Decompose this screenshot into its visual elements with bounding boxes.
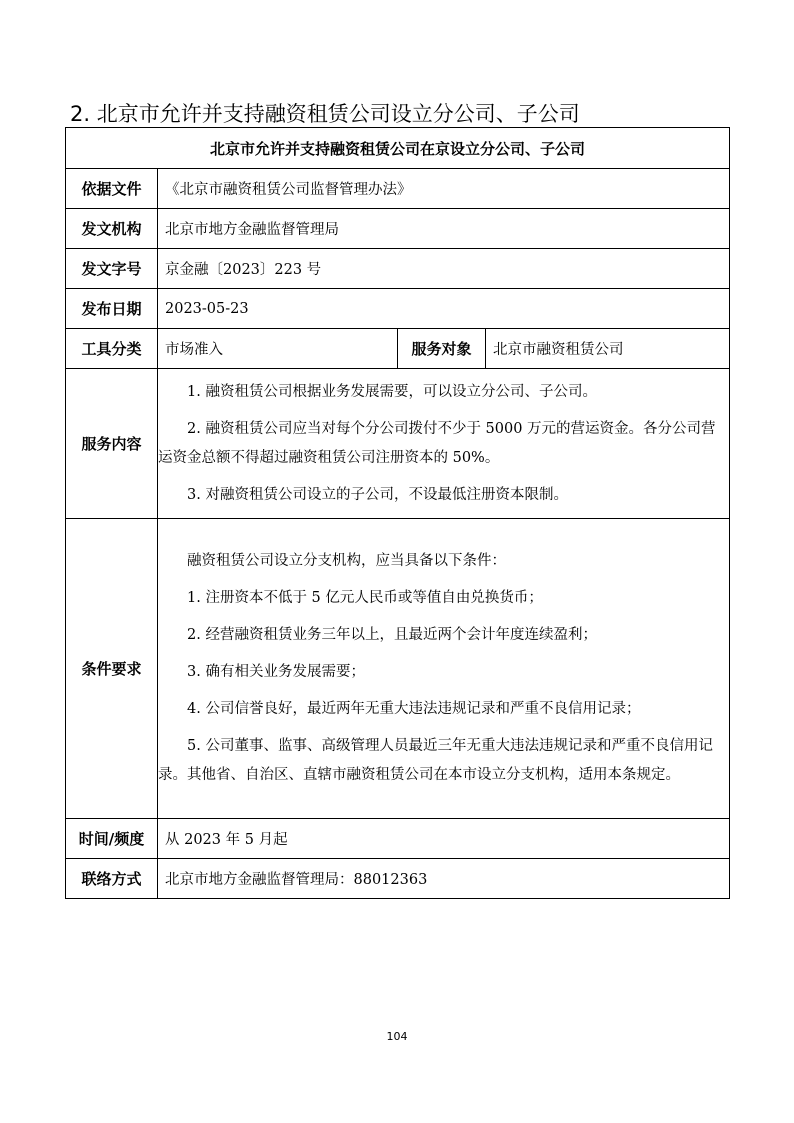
service-target-value: 北京市融资租赁公司 bbox=[486, 329, 730, 369]
condition-item: 4. 公司信誉良好，最近两年无重大违法违规记录和严重不良信用记录； bbox=[187, 701, 641, 717]
section-heading: 2. 北京市允许并支持融资租赁公司设立分公司、子公司 bbox=[70, 102, 580, 126]
service-content-label: 服务内容 bbox=[66, 369, 158, 519]
conditions-label: 条件要求 bbox=[66, 519, 158, 819]
policy-table bbox=[65, 127, 730, 899]
tool-category-label: 工具分类 bbox=[66, 329, 158, 369]
basis-label: 依据文件 bbox=[66, 169, 158, 209]
condition-item: 1. 注册资本不低于 5 亿元人民币或等值自由兑换货币； bbox=[187, 590, 543, 606]
service-item: 3. 对融资租赁公司设立的子公司，不设最低注册资本限制。 bbox=[187, 486, 568, 503]
condition-item: 融资租赁公司设立分支机构，应当具备以下条件： bbox=[187, 553, 506, 569]
tool-category-value: 市场准入 bbox=[158, 329, 398, 369]
publish-date-label: 发布日期 bbox=[66, 289, 158, 329]
time-frequency-value: 从 2023 年 5 月起 bbox=[158, 819, 730, 859]
publish-date-value: 2023-05-23 bbox=[158, 289, 730, 329]
contact-value: 北京市地方金融监督管理局：88012363 bbox=[158, 859, 730, 899]
service-item: 2. 融资租赁公司应当对每个分公司拨付不少于 5000 万元的营运资金。各分公司营运资金总额不得超过融资租赁公司注册资本的 50%。 bbox=[158, 420, 716, 466]
doc-number-value: 京金融〔2023〕223 号 bbox=[158, 249, 730, 289]
condition-item: 5. 公司董事、监事、高级管理人员最近三年无重大违法违规记录和严重不良信用记录。其他省、自治区、直辖市融资租赁公司在本市设立分支机构，适用本条规定。 bbox=[158, 738, 713, 783]
conditions-content bbox=[158, 519, 730, 819]
service-item: 1. 融资租赁公司根据业务发展需要，可以设立分公司、子公司。 bbox=[187, 383, 597, 400]
service-target-label: 服务对象 bbox=[398, 329, 486, 369]
doc-number-label: 发文字号 bbox=[66, 249, 158, 289]
condition-item: 2. 经营融资租赁业务三年以上，且最近两个会计年度连续盈利； bbox=[187, 627, 597, 643]
service-content bbox=[158, 369, 730, 519]
issuer-label: 发文机构 bbox=[66, 209, 158, 249]
page-number: 104 bbox=[386, 1030, 408, 1043]
condition-item: 3. 确有相关业务发展需要； bbox=[187, 664, 365, 680]
contact-label: 联络方式 bbox=[66, 859, 158, 899]
basis-value: 《北京市融资租赁公司监督管理办法》 bbox=[158, 169, 730, 209]
issuer-value: 北京市地方金融监督管理局 bbox=[158, 209, 730, 249]
table-title: 北京市允许并支持融资租赁公司在京设立分公司、子公司 bbox=[66, 128, 730, 169]
time-frequency-label: 时间/频度 bbox=[66, 819, 158, 859]
